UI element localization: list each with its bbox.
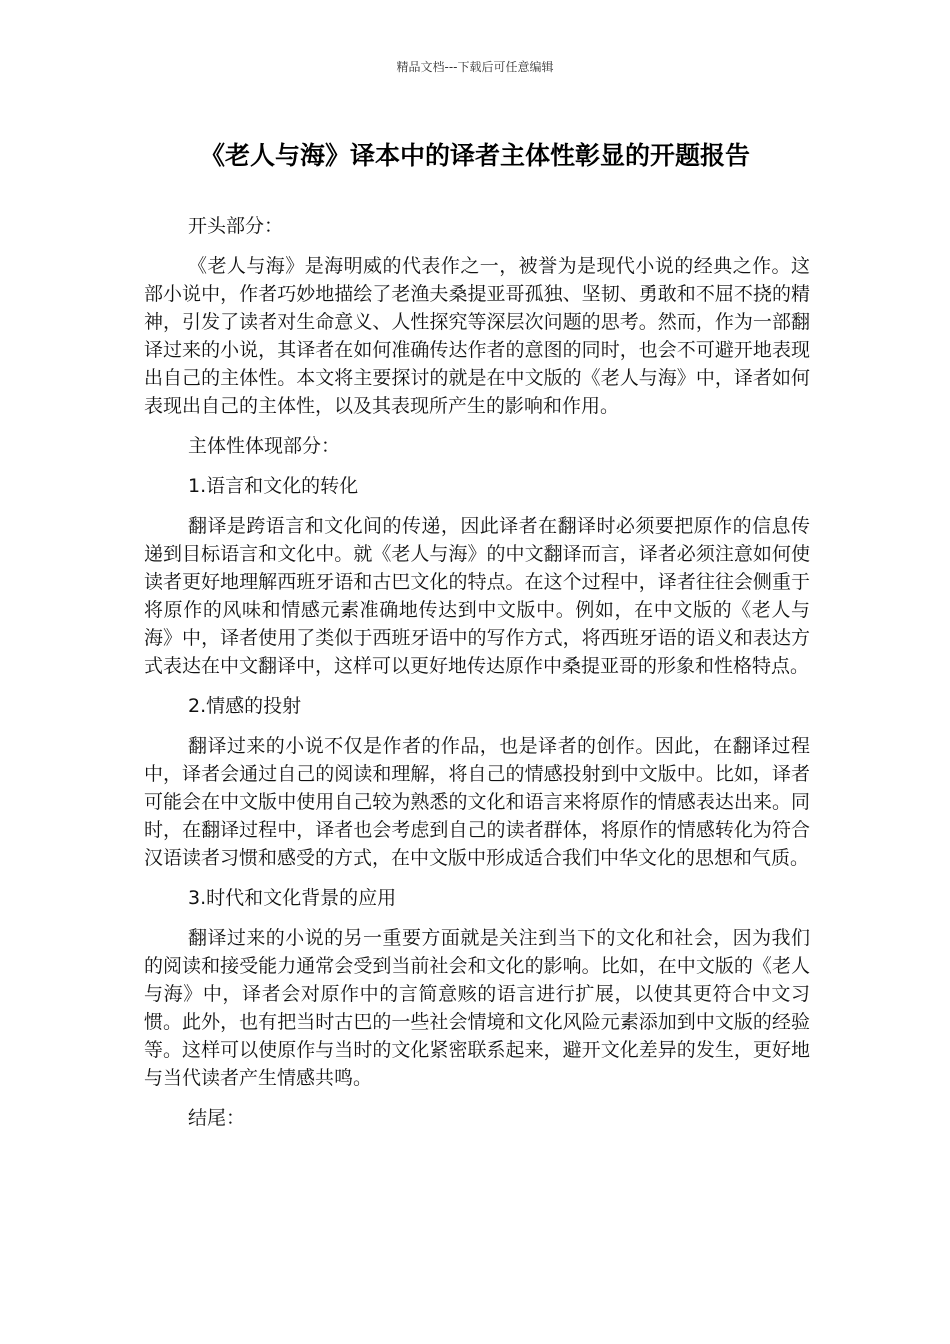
item3-heading: 3.时代和文化背景的应用 bbox=[188, 887, 397, 909]
item2-heading: 2.情感的投射 bbox=[188, 695, 302, 717]
opening-heading: 开头部分： bbox=[188, 215, 284, 237]
body-heading: 主体性体现部分： bbox=[188, 435, 341, 457]
document-body bbox=[144, 212, 810, 1144]
closing-heading: 结尾： bbox=[188, 1107, 246, 1129]
item1-heading: 1.语言和文化的转化 bbox=[188, 475, 359, 497]
header-note: 精品文档---下载后可任意编辑 bbox=[396, 60, 554, 74]
item3-paragraph: 翻译过来的小说的另一重要方面就是关注到当下的文化和社会，因为我们的阅读和接受能力通常会受到当前社会和文化的影响。比如，在中文版的《老人与海》中，译者会对原作中的言简意赅的语言进行扩展，以使其更符合中文习惯。此外，也有把当时古巴的一些社会情境和文化风险元素添加到中文版的经验等。这样可以使原作与当时的文化紧密联系起来，避开文化差异的发生，更好地与当代读者产生情感共鸣。 bbox=[144, 927, 810, 1089]
document-title: 《老人与海》译本中的译者主体性彰显的开题报告 bbox=[199, 141, 750, 170]
opening-paragraph: 《老人与海》是海明威的代表作之一，被誉为是现代小说的经典之作。这部小说中，作者巧妙地描绘了老渔夫桑提亚哥孤独、坚韧、勇敢和不屈不挠的精神，引发了读者对生命意义、人性探究等深层次问题的思考。然而，作为一部翻译过来的小说，其译者在如何准确传达作者的意图的同时，也会不可避开地表现出自己的主体性。本文将主要探讨的就是在中文版的《老人与海》中，译者如何表现出自己的主体性，以及其表现所产生的影响和作用。 bbox=[144, 255, 810, 417]
item2-paragraph: 翻译过来的小说不仅是作者的作品，也是译者的创作。因此，在翻译过程中，译者会通过自己的阅读和理解，将自己的情感投射到中文版中。比如，译者可能会在中文版中使用自己较为熟悉的文化和语言来将原作的情感表达出来。同时，在翻译过程中，译者也会考虑到自己的读者群体，将原作的情感转化为符合汉语读者习惯和感受的方式，在中文版中形成适合我们中华文化的思想和气质。 bbox=[144, 735, 810, 869]
item1-paragraph: 翻译是跨语言和文化间的传递，因此译者在翻译时必须要把原作的信息传递到目标语言和文化中。就《老人与海》的中文翻译而言，译者必须注意如何使读者更好地理解西班牙语和古巴文化的特点。在这个过程中，译者往往会侧重于将原作的风味和情感元素准确地传达到中文版中。例如，在中文版的《老人与海》中，译者使用了类似于西班牙语中的写作方式，将西班牙语的语义和表达方式表达在中文翻译中，这样可以更好地传达原作中桑提亚哥的形象和性格特点。 bbox=[144, 515, 810, 677]
